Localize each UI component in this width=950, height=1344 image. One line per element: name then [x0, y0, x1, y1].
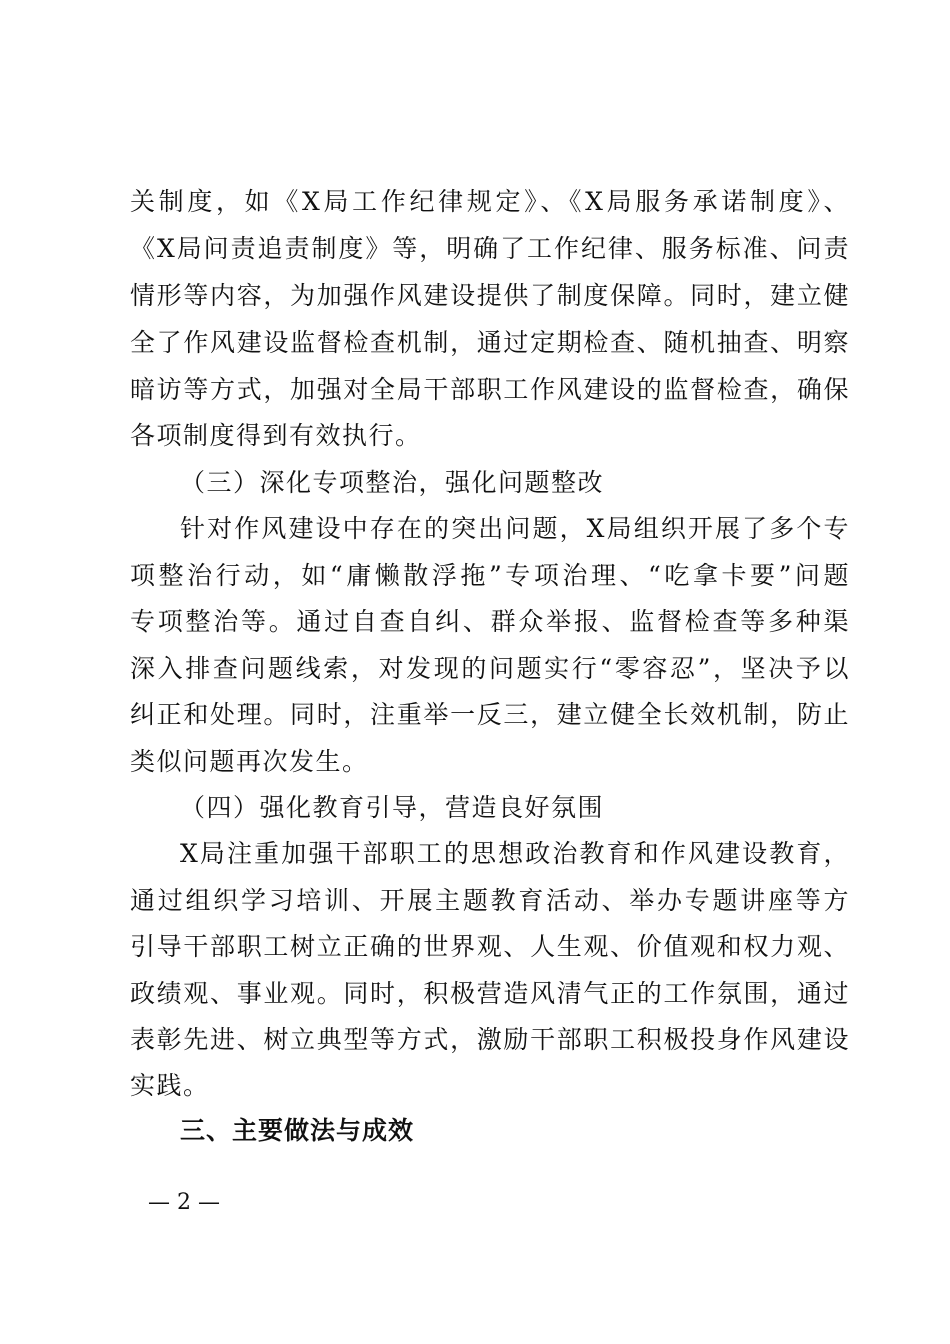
paragraph-line: 暗访等方式，加强对全局干部职工作风建设的监督检查，确保 [130, 375, 850, 404]
paragraph-line: 通过组织学习培训、开展主题教育活动、举办专题讲座等方 [130, 886, 850, 915]
paragraph-line: 针对作风建设中存在的突出问题，X局组织开展了多个专 [180, 514, 850, 543]
paragraph-line: 情形等内容，为加强作风建设提供了制度保障。同时，建立健 [130, 281, 850, 310]
paragraph-line: 项整治行动，如“庸懒散浮拖”专项治理、“吃拿卡要”问题 [130, 561, 850, 590]
paragraph-line: 专项整治等。通过自查自纠、群众举报、监督检查等多种渠 [130, 607, 850, 636]
paragraph-line: 类似问题再次发生。 [130, 747, 369, 776]
paragraph-line: 深入排查问题线索，对发现的问题实行“零容忍”，坚决予以 [130, 654, 850, 683]
section-heading: （三）深化专项整治，强化问题整改 [180, 468, 605, 497]
paragraph-line: 政绩观、事业观。同时，积极营造风清气正的工作氛围，通过 [130, 979, 850, 1008]
paragraph-line: 关制度，如《X局工作纪律规定》、《X局服务承诺制度》、 [130, 187, 850, 216]
paragraph-line: 表彰先进、树立典型等方式，激励干部职工积极投身作风建设 [130, 1025, 850, 1054]
chapter-heading: 三、主要做法与成效 [180, 1116, 415, 1145]
paragraph-line: 纠正和处理。同时，注重举一反三，建立健全长效机制，防止 [130, 700, 850, 729]
paragraph-line: 全了作风建设监督检查机制，通过定期检查、随机抽查、明察 [130, 328, 850, 357]
paragraph-line: 引导干部职工树立正确的世界观、人生观、价值观和权力观、 [130, 932, 850, 961]
paragraph-line: 《X局问责追责制度》等，明确了工作纪律、服务标准、问责 [130, 234, 850, 263]
paragraph-line: X局注重加强干部职工的思想政治教育和作风建设教育， [180, 839, 850, 868]
section-heading: （四）强化教育引导，营造良好氛围 [180, 793, 605, 822]
page-number: — 2 — [148, 1190, 220, 1215]
paragraph-line: 实践。 [130, 1071, 210, 1100]
paragraph-line: 各项制度得到有效执行。 [130, 421, 422, 450]
